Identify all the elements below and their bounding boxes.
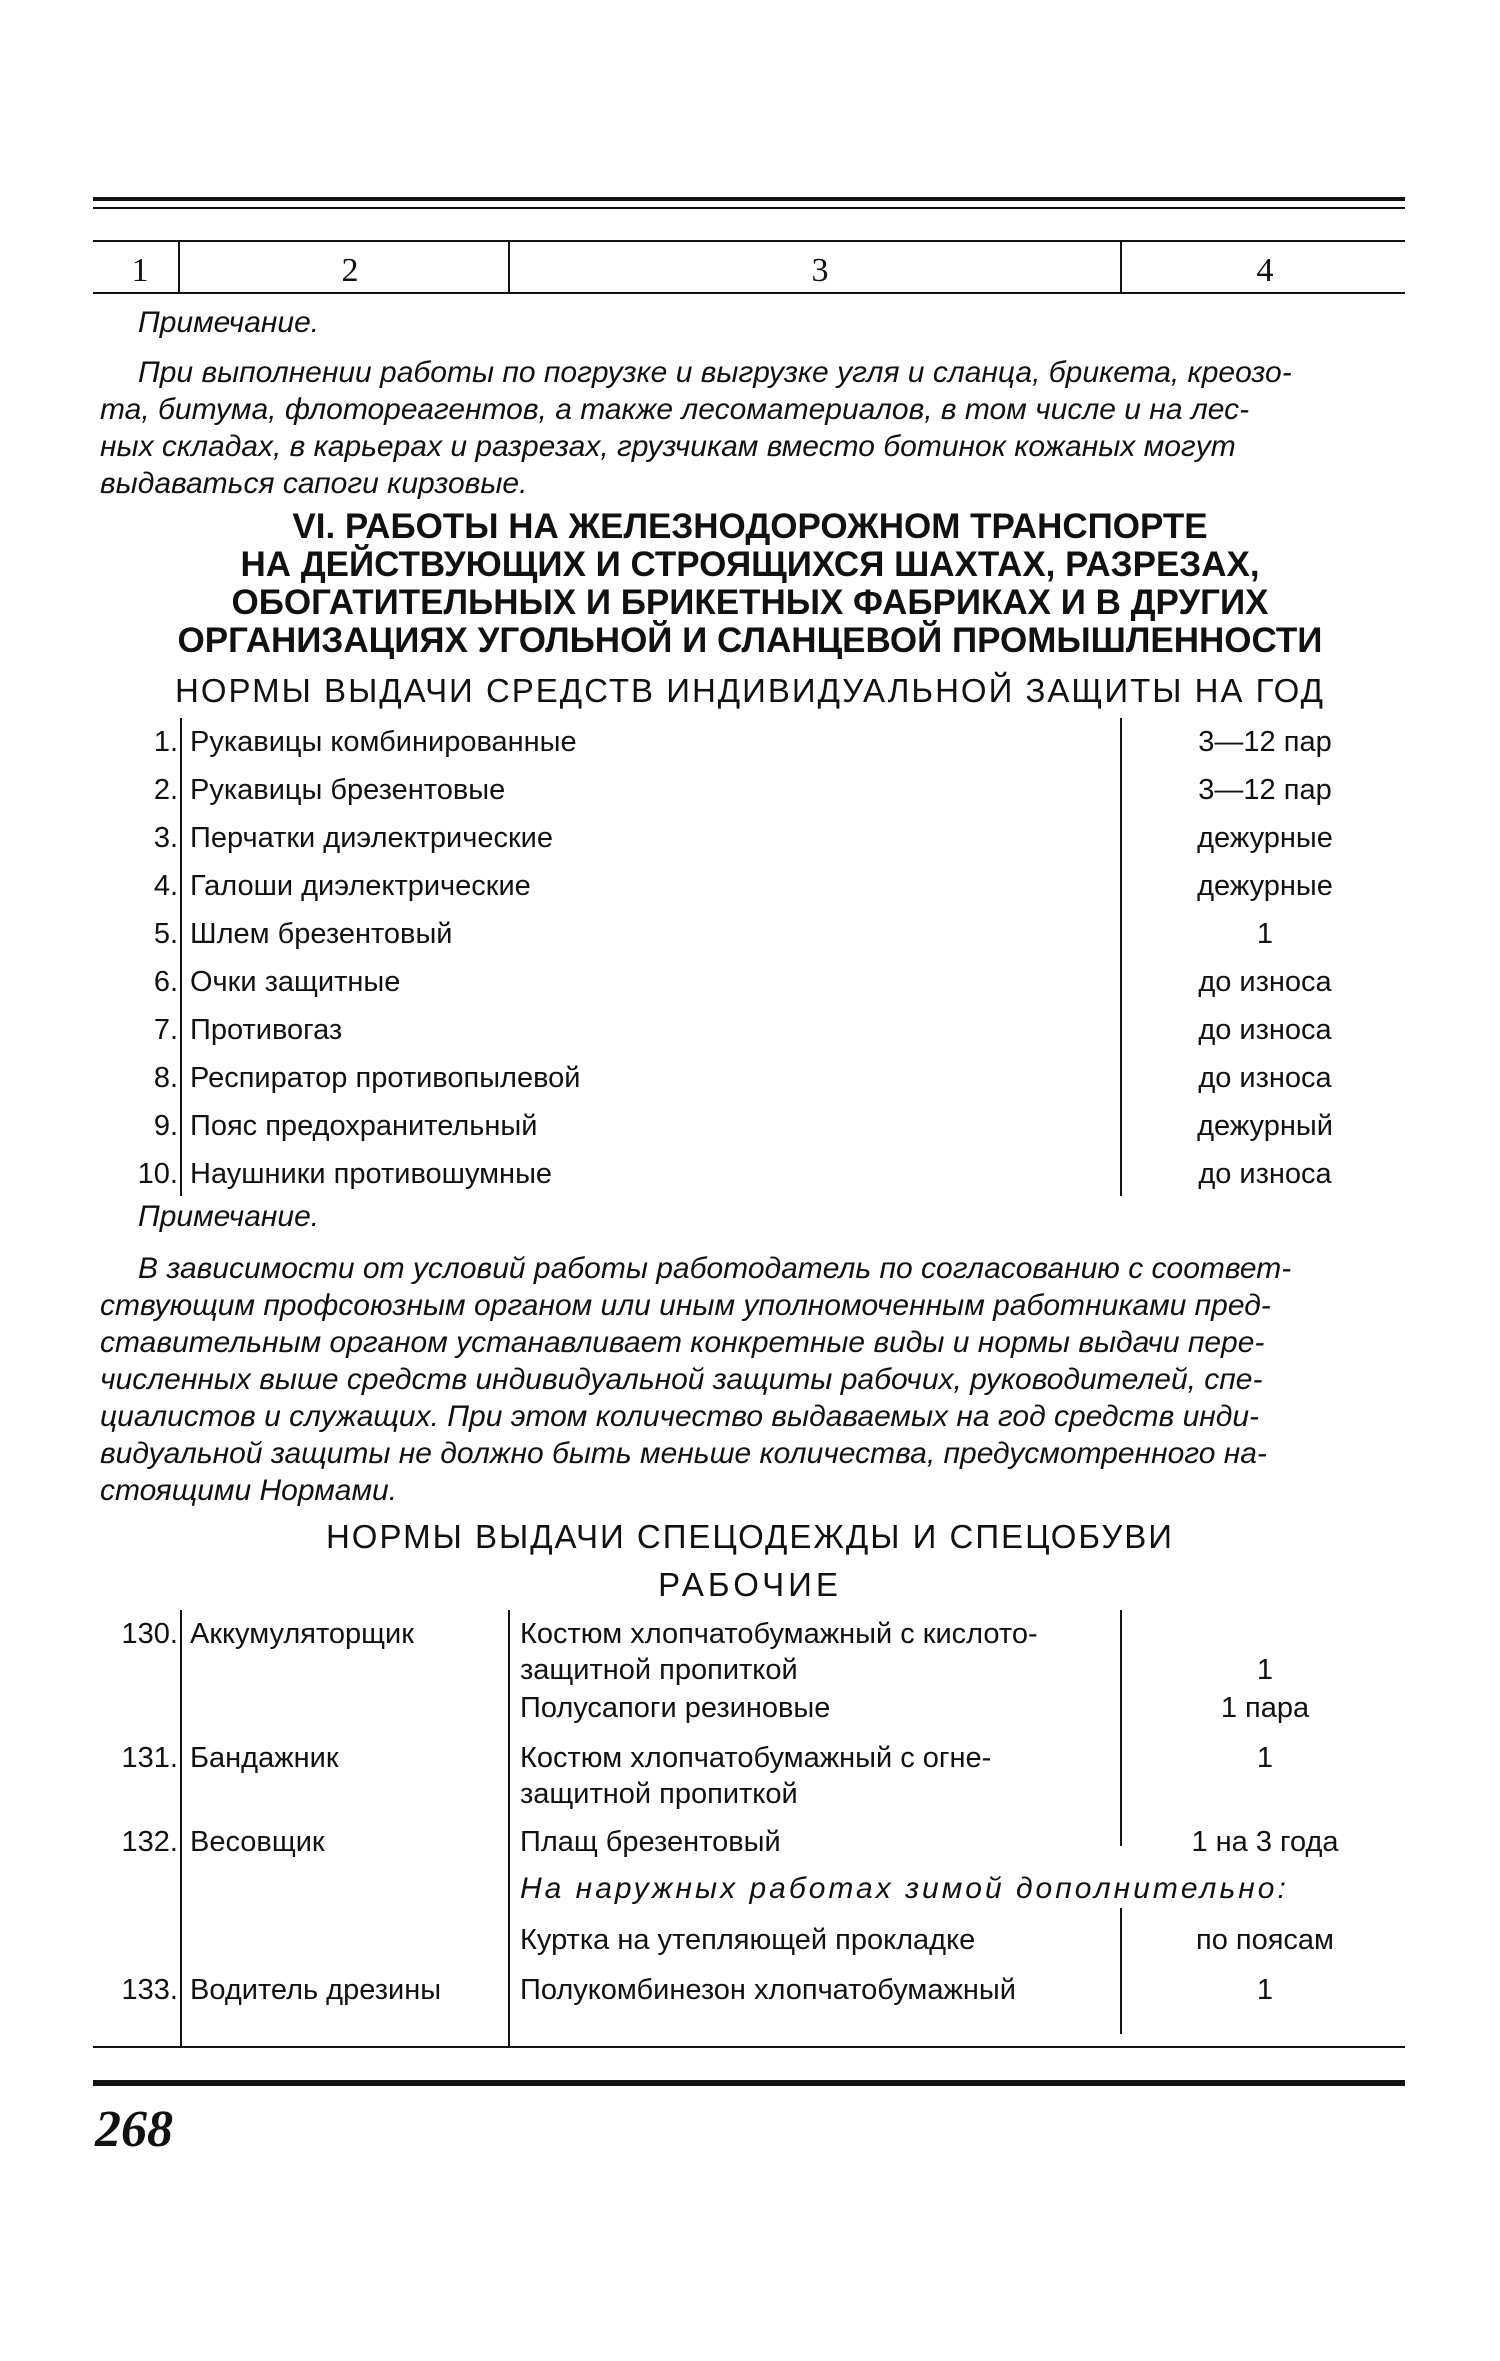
- note-2-line: стоящими Нормами.: [100, 1474, 398, 1507]
- ppe-norms-heading: НОРМЫ ВЫДАЧИ СРЕДСТВ ИНДИВИДУАЛЬНОЙ ЗАЩИТЫ НА ГОД: [175, 672, 1325, 709]
- ppe-row: [0, 910, 1500, 958]
- top-rule-thin: [93, 207, 1405, 209]
- note-2-title: Примечание.: [138, 1200, 320, 1233]
- ppe-name: Респиратор противопылевой: [190, 1062, 581, 1094]
- ppe-row: [0, 1150, 1500, 1198]
- ppe-name: Галоши диэлектрические: [190, 870, 531, 902]
- ppe-number: 2.: [153, 774, 178, 806]
- header-row-bottom-rule: [93, 292, 1405, 294]
- clothing-item: Костюм хлопчатобумажный с кислото-: [520, 1618, 1038, 1650]
- note-2-line: ствующим профсоюзным органом или иным уполномоченным работниками пред-: [100, 1289, 1271, 1322]
- clothing-item: Полукомбинезон хлопчатобумажный: [520, 1974, 1016, 2006]
- header-divider-3: [1120, 240, 1122, 294]
- ppe-norm: дежурный: [1197, 1110, 1333, 1142]
- clothing-norm: 1: [1256, 1654, 1274, 1686]
- column-number-2: 2: [341, 252, 359, 289]
- note-1-line: При выполнении работы по погрузке и выгрузке угля и сланца, брикета, креозо-: [138, 356, 1292, 389]
- worker-number: 132.: [121, 1826, 178, 1858]
- note-1-line: ных складах, в карьерах и разрезах, грузчикам вместо ботинок кожаных могут: [100, 430, 1236, 463]
- section-title-line: ОБОГАТИТЕЛЬНЫХ И БРИКЕТНЫХ ФАБРИКАХ И В ДРУГИХ: [231, 583, 1269, 622]
- note-2-line: численных выше средств индивидуальной защиты рабочих, руководителей, спе-: [100, 1363, 1263, 1396]
- ppe-norm: дежурные: [1197, 822, 1333, 854]
- worker-number: 130.: [121, 1618, 178, 1650]
- header-divider-2: [508, 240, 510, 294]
- ppe-norm: дежурные: [1197, 870, 1333, 902]
- ppe-row: [0, 862, 1500, 910]
- ppe-norm: до износа: [1198, 1158, 1332, 1190]
- worker-number: 131.: [121, 1742, 178, 1774]
- ppe-number: 7.: [153, 1014, 178, 1046]
- note-1-title: Примечание.: [138, 306, 320, 339]
- ppe-name: Наушники противошумные: [190, 1158, 553, 1190]
- clothing-item: защитной пропиткой: [520, 1654, 798, 1686]
- ppe-number: 1.: [153, 726, 178, 758]
- worker-profession: Весовщик: [190, 1826, 325, 1858]
- note-1-line: та, битума, флотореагентов, а также лесоматериалов, в том числе и на лес-: [100, 393, 1250, 426]
- ppe-norm: до износа: [1198, 966, 1332, 998]
- workers-divider-3: [1120, 1610, 1122, 1846]
- section-title-line: НА ДЕЙСТВУЮЩИХ И СТРОЯЩИХСЯ ШАХТАХ, РАЗРЕЗАХ,: [240, 545, 1260, 584]
- winter-note: На наружных работах зимой дополнительно:: [520, 1872, 1289, 1905]
- column-number-4: 4: [1256, 252, 1274, 289]
- clothing-norms-heading: НОРМЫ ВЫДАЧИ СПЕЦОДЕЖДЫ И СПЕЦОБУВИ: [325, 1518, 1175, 1555]
- ppe-number: 3.: [153, 822, 178, 854]
- ppe-number: 4.: [153, 870, 178, 902]
- note-1-line: выдаваться сапоги кирзовые.: [100, 467, 528, 500]
- ppe-number: 9.: [153, 1110, 178, 1142]
- worker-profession: Аккумуляторщик: [190, 1618, 414, 1650]
- ppe-name: Рукавицы брезентовые: [190, 774, 506, 806]
- section-title-line: ОРГАНИЗАЦИЯХ УГОЛЬНОЙ И СЛАНЦЕВОЙ ПРОМЫШЛЕННОСТИ: [177, 621, 1323, 660]
- ppe-row: [0, 1054, 1500, 1102]
- ppe-norm: 3—12 пар: [1198, 774, 1332, 806]
- ppe-row: [0, 718, 1500, 766]
- ppe-norm: 1: [1256, 918, 1274, 950]
- ppe-name: Рукавицы комбинированные: [190, 726, 577, 758]
- page-number: 268: [95, 2101, 173, 2158]
- worker-profession: Бандажник: [190, 1742, 339, 1774]
- header-divider-1: [178, 240, 180, 294]
- ppe-norm: 3—12 пар: [1198, 726, 1332, 758]
- ppe-number: 5.: [153, 918, 178, 950]
- workers-divider-3b: [1120, 1908, 1122, 2034]
- header-row-top-rule: [93, 240, 1405, 242]
- ppe-name: Противогаз: [190, 1014, 343, 1046]
- footer-rule: [93, 2080, 1405, 2086]
- clothing-item: Костюм хлопчатобумажный с огне-: [520, 1742, 992, 1774]
- clothing-norm: 1 на 3 года: [1191, 1826, 1339, 1858]
- clothing-norm: 1 пара: [1220, 1692, 1310, 1724]
- clothing-item: Полусапоги резиновые: [520, 1692, 831, 1724]
- ppe-number: 6.: [153, 966, 178, 998]
- column-number-3: 3: [811, 252, 829, 289]
- clothing-norm: по поясам: [1196, 1924, 1334, 1956]
- ppe-row: [0, 814, 1500, 862]
- note-2-body: [100, 1250, 1400, 1509]
- workers-heading: РАБОЧИЕ: [658, 1566, 842, 1603]
- ppe-name: Очки защитные: [190, 966, 401, 998]
- clothing-item: Куртка на утепляющей прокладке: [520, 1924, 976, 1956]
- ppe-name: Пояс предохранительный: [190, 1110, 538, 1142]
- ppe-row: [0, 766, 1500, 814]
- workers-divider-2: [508, 1610, 510, 2048]
- note-2-line: В зависимости от условий работы работодатель по согласованию с соответ-: [138, 1252, 1292, 1285]
- ppe-name: Перчатки диэлектрические: [190, 822, 553, 854]
- clothing-item: Плащ брезентовый: [520, 1826, 781, 1858]
- ppe-number: 8.: [153, 1062, 178, 1094]
- note-1-body: [100, 354, 1400, 502]
- ppe-row: [0, 1006, 1500, 1054]
- ppe-number: 10.: [137, 1158, 178, 1190]
- clothing-item: защитной пропиткой: [520, 1778, 798, 1810]
- clothing-norm: 1: [1256, 1742, 1274, 1774]
- ppe-norm: до износа: [1198, 1062, 1332, 1094]
- workers-divider-1: [180, 1610, 182, 2048]
- ppe-row: [0, 1102, 1500, 1150]
- worker-profession: Водитель дрезины: [190, 1974, 442, 2006]
- section-title-line: VI. РАБОТЫ НА ЖЕЛЕЗНОДОРОЖНОМ ТРАНСПОРТЕ: [292, 507, 1208, 546]
- ppe-row: [0, 958, 1500, 1006]
- note-2-line: видуальной защиты не должно быть меньше количества, предусмотренного на-: [100, 1437, 1267, 1470]
- ppe-name: Шлем брезентовый: [190, 918, 453, 950]
- column-number-1: 1: [131, 252, 149, 289]
- ppe-norm: до износа: [1198, 1014, 1332, 1046]
- workers-bottom-rule: [93, 2046, 1405, 2048]
- section-title: [90, 508, 1410, 660]
- note-2-line: циалистов и служащих. При этом количество выдаваемых на год средств инди-: [100, 1400, 1260, 1433]
- top-rule-thick: [93, 197, 1405, 201]
- worker-number: 133.: [121, 1974, 178, 2006]
- note-2-line: ставительным органом устанавливает конкретные виды и нормы выдачи пере-: [100, 1326, 1265, 1359]
- clothing-norm: 1: [1256, 1974, 1274, 2006]
